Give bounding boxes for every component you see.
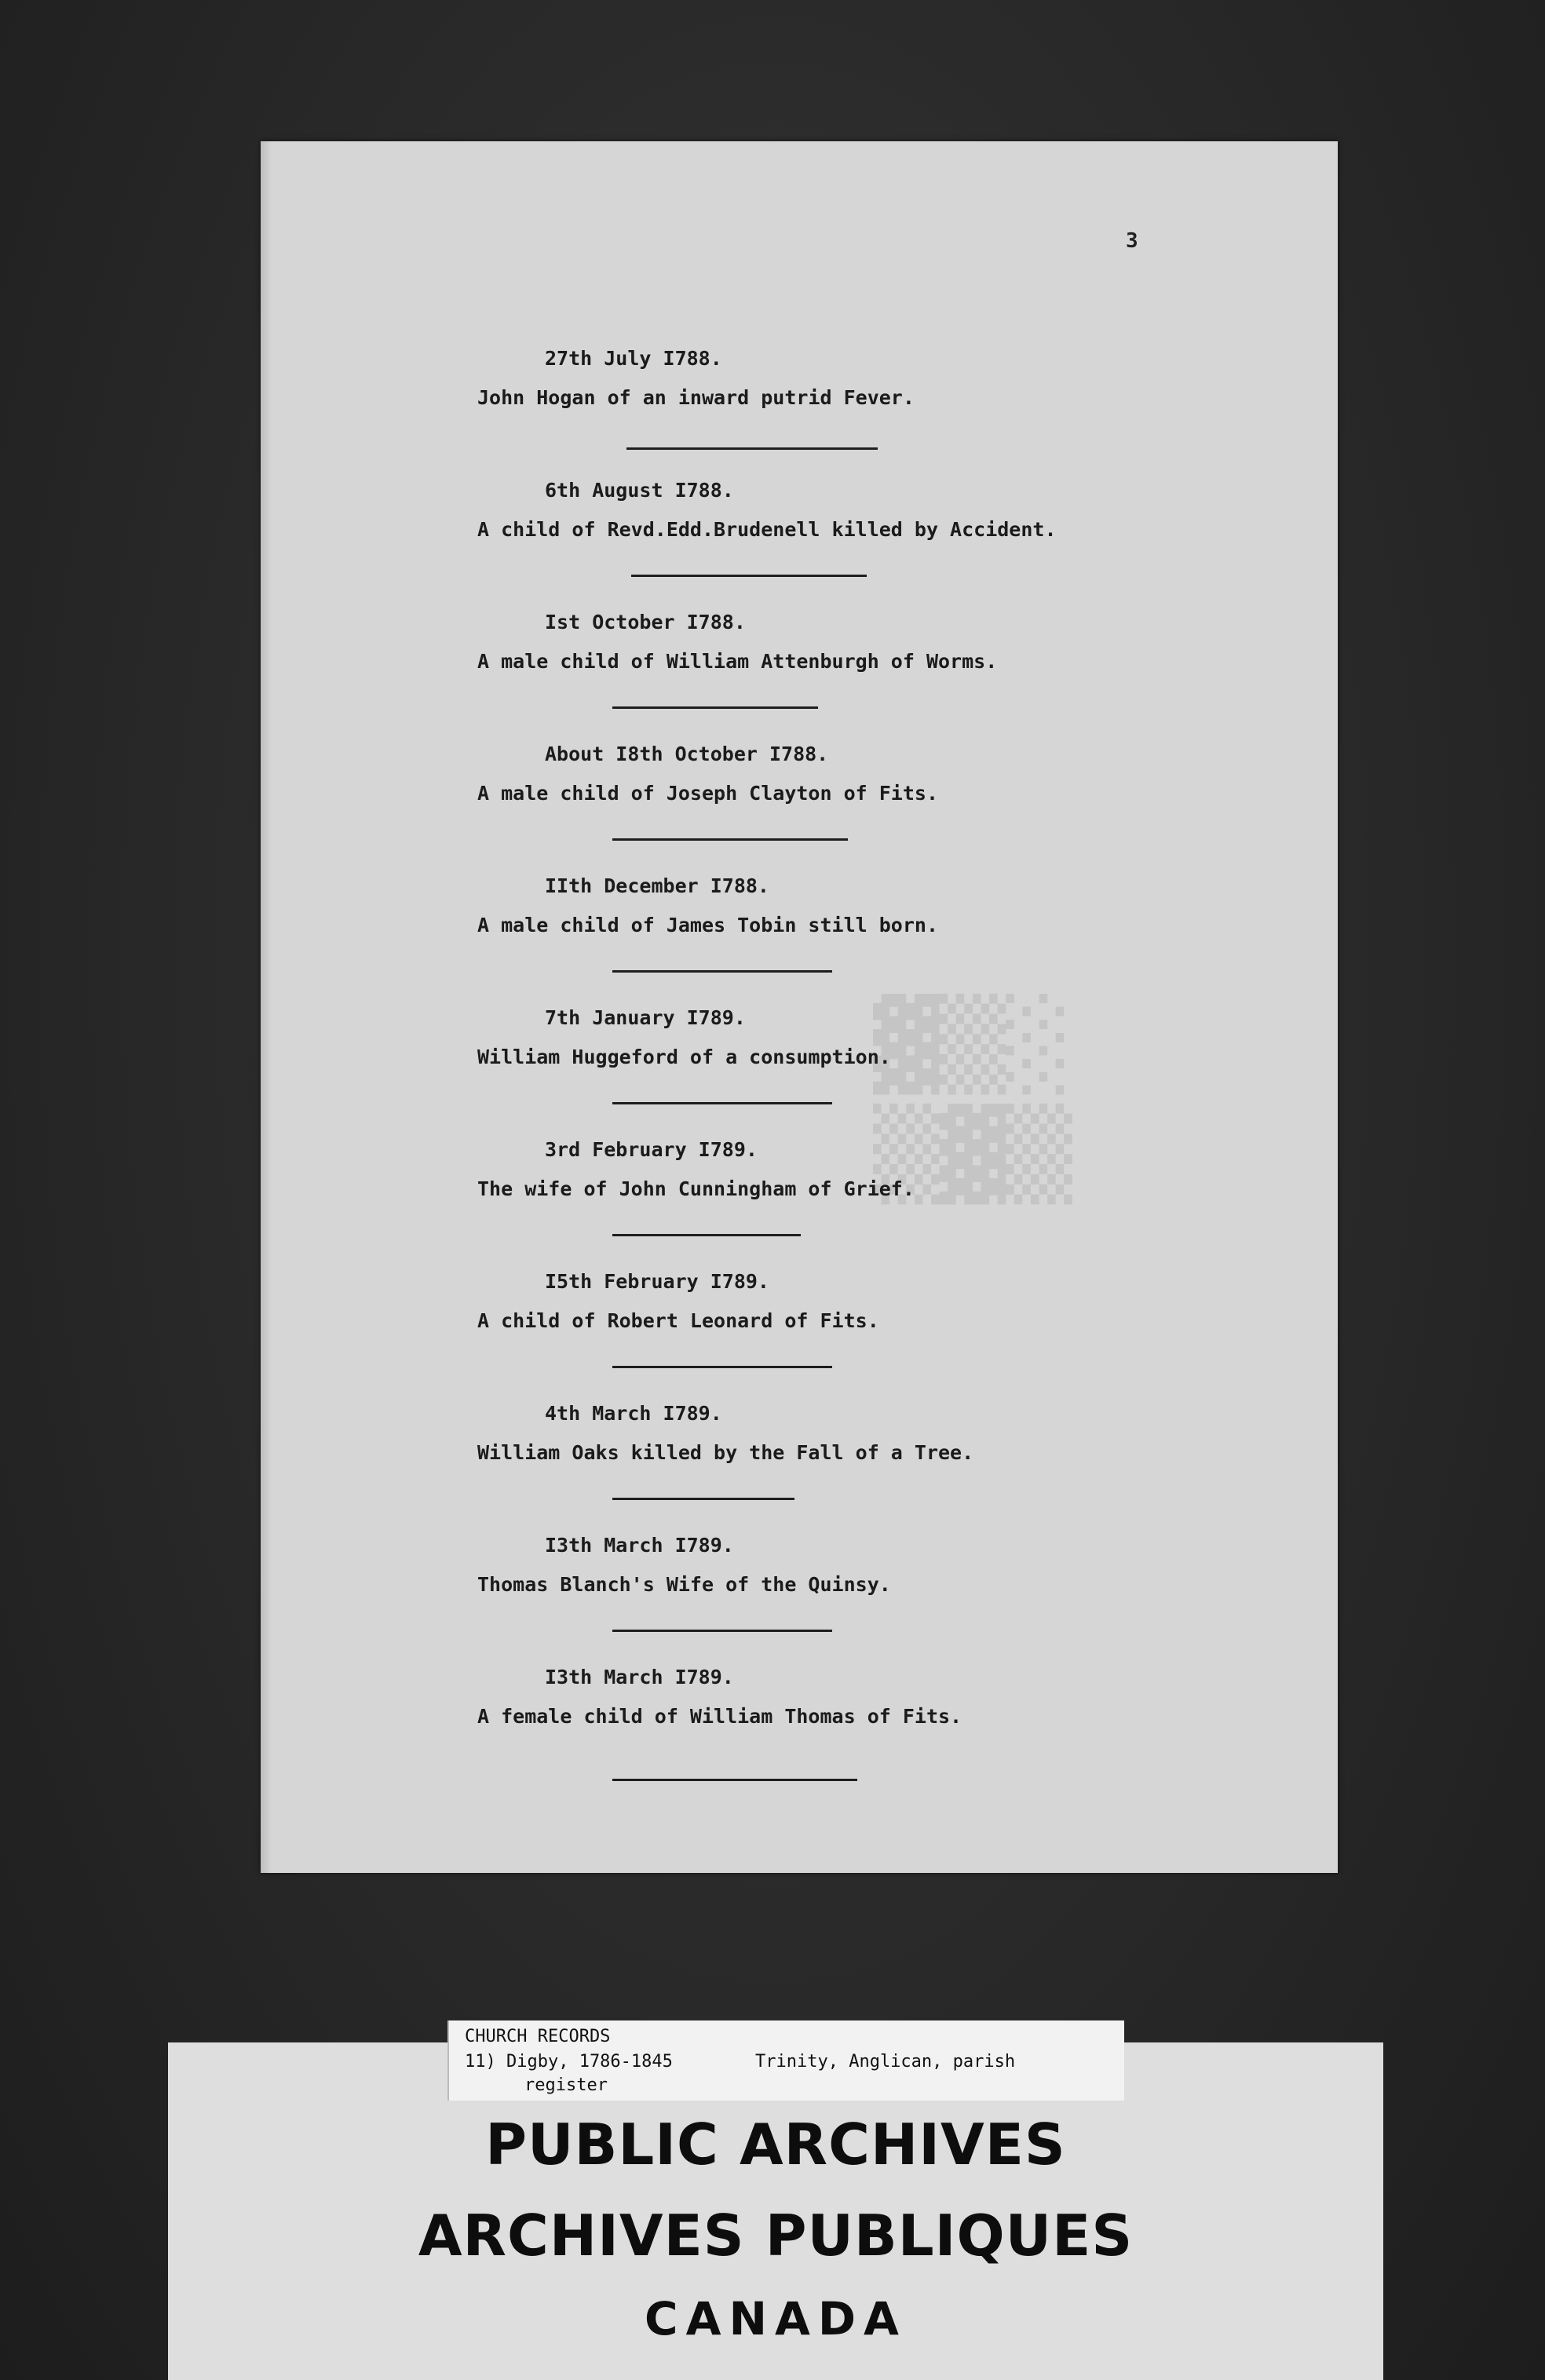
entry-description: A child of Revd.Edd.Brudenell killed by Accident.	[477, 518, 1057, 541]
record-description: Trinity, Anglican, parish	[755, 2052, 1016, 2072]
burial-entry	[477, 1138, 1278, 1270]
document-page	[261, 141, 1338, 1873]
entry-separator	[612, 838, 848, 841]
burial-entry	[477, 479, 1278, 611]
entry-description: John Hogan of an inward putrid Fever.	[477, 386, 915, 409]
entry-date: I3th March I789.	[545, 1666, 734, 1688]
entry-description: A male child of Joseph Clayton of Fits.	[477, 782, 938, 805]
entry-date: IIth December I788.	[545, 874, 769, 897]
entry-date: 4th March I789.	[545, 1402, 722, 1425]
entry-separator	[612, 1779, 857, 1781]
burial-entry	[477, 611, 1278, 743]
record-reference-tag	[447, 2020, 1124, 2101]
entry-separator	[626, 447, 878, 450]
record-description-cont: register	[524, 2075, 608, 2095]
entry-description: A female child of William Thomas of Fits.	[477, 1705, 962, 1728]
entry-separator	[612, 1630, 832, 1632]
entry-separator	[612, 1102, 832, 1104]
entry-description: A male child of James Tobin still born.	[477, 914, 938, 936]
page-edge-shadow	[261, 141, 272, 1873]
burial-entry	[477, 1270, 1278, 1402]
bleed-through-marks: ▓▒░ ▒▓▒	[873, 993, 1072, 1204]
archive-name-english: PUBLIC ARCHIVES	[485, 2112, 1066, 2177]
entry-date: 3rd February I789.	[545, 1138, 758, 1161]
burial-entry	[477, 1534, 1278, 1666]
burial-entry	[477, 1402, 1278, 1534]
archive-name-french: ARCHIVES PUBLIQUES	[418, 2203, 1134, 2269]
record-category: CHURCH RECORDS	[465, 2027, 611, 2046]
entry-description: A child of Robert Leonard of Fits.	[477, 1309, 879, 1332]
entry-separator	[612, 1366, 832, 1368]
entry-description: William Oaks killed by the Fall of a Tree.	[477, 1441, 974, 1464]
entry-separator	[612, 970, 832, 973]
entry-separator	[631, 575, 867, 577]
record-item: 11) Digby, 1786-1845	[465, 2052, 673, 2072]
burial-entries-list	[477, 347, 1278, 1798]
entry-date: Ist October I788.	[545, 611, 746, 633]
archive-country: CANADA	[645, 2292, 907, 2345]
burial-entry	[477, 874, 1278, 1006]
burial-entry	[477, 1006, 1278, 1138]
entry-description: A male child of William Attenburgh of Worms.	[477, 650, 998, 673]
entry-date: 7th January I789.	[545, 1006, 746, 1029]
burial-entry	[477, 743, 1278, 874]
entry-date: About I8th October I788.	[545, 743, 829, 765]
entry-separator	[612, 1498, 794, 1500]
entry-separator	[612, 706, 818, 709]
entry-separator	[612, 1234, 801, 1236]
entry-description: Thomas Blanch's Wife of the Quinsy.	[477, 1573, 891, 1596]
entry-description: The wife of John Cunningham of Grief.	[477, 1177, 915, 1200]
burial-entry	[477, 347, 1278, 479]
entry-date: 27th July I788.	[545, 347, 722, 370]
entry-date: 6th August I788.	[545, 479, 734, 502]
entry-date: I3th March I789.	[545, 1534, 734, 1557]
burial-entry	[477, 1666, 1278, 1798]
page-number: 3	[1126, 229, 1138, 253]
entry-date: I5th February I789.	[545, 1270, 769, 1293]
entry-description: William Huggeford of a consumption.	[477, 1046, 891, 1068]
